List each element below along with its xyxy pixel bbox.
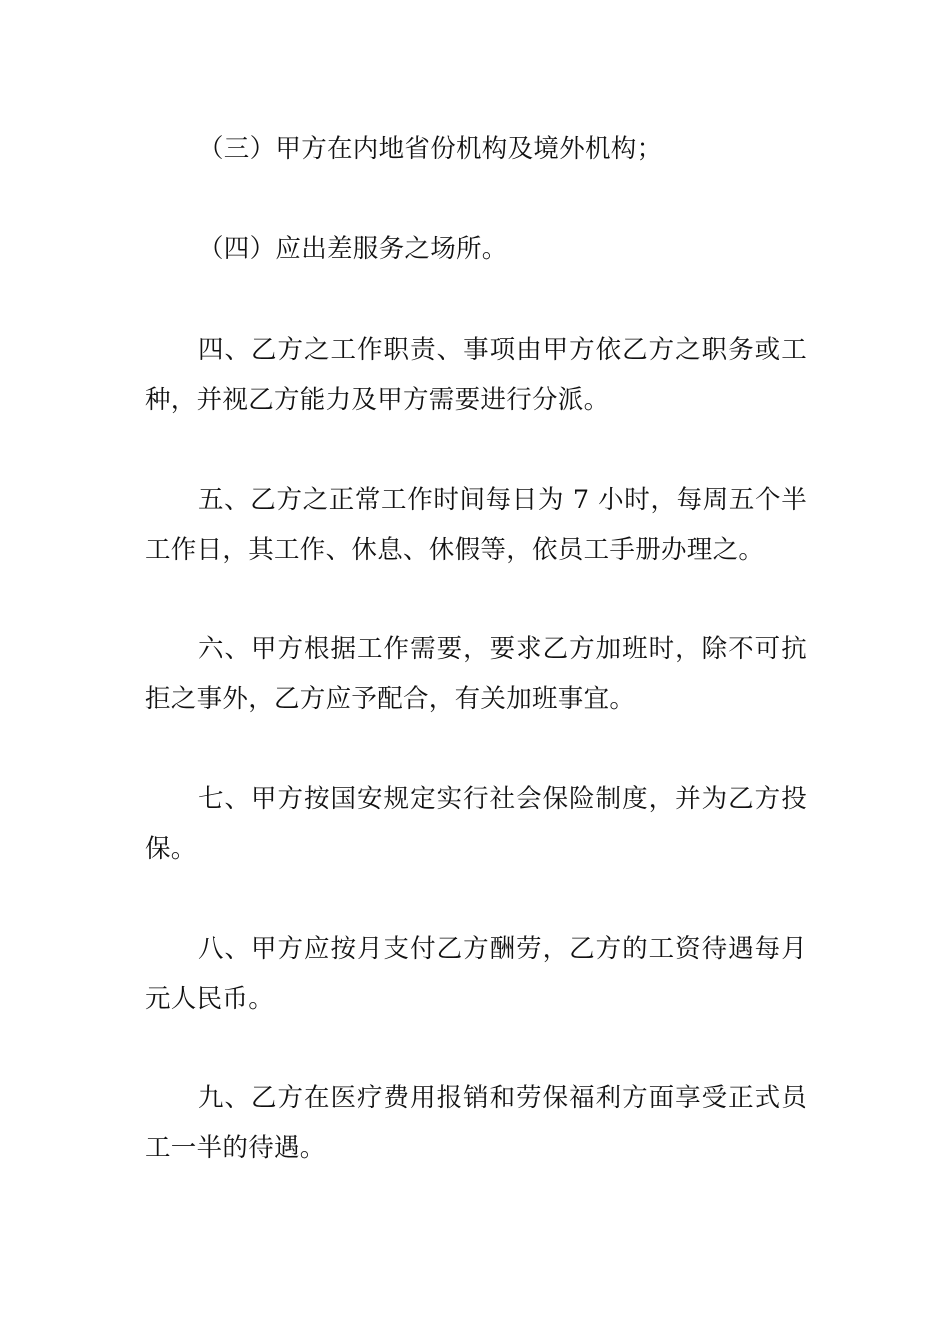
clause-paragraph: （四）应出差服务之场所。 — [198, 234, 508, 264]
clause-paragraph: 七、甲方按国安规定实行社会保险制度，并为乙方投保。 — [145, 784, 807, 864]
clause-paragraph: 九、乙方在医疗费用报销和劳保福利方面享受正式员工一半的待遇。 — [145, 1083, 807, 1163]
clause-paragraph: 六、甲方根据工作需要，要求乙方加班时，除不可抗拒之事外，乙方应予配合，有关加班事宜。 — [145, 634, 807, 714]
clause-paragraph: （三）甲方在内地省份机构及境外机构； — [198, 134, 663, 164]
clause-paragraph: 五、乙方之正常工作时间每日为 7 小时，每周五个半工作日，其工作、休息、休假等，依员工手册办理之。 — [145, 485, 807, 565]
clause-paragraph: 八、甲方应按月支付乙方酬劳，乙方的工资待遇每月元人民币。 — [145, 934, 807, 1014]
clause-paragraph: 四、乙方之工作职责、事项由甲方依乙方之职务或工种，并视乙方能力及甲方需要进行分派。 — [145, 335, 807, 415]
